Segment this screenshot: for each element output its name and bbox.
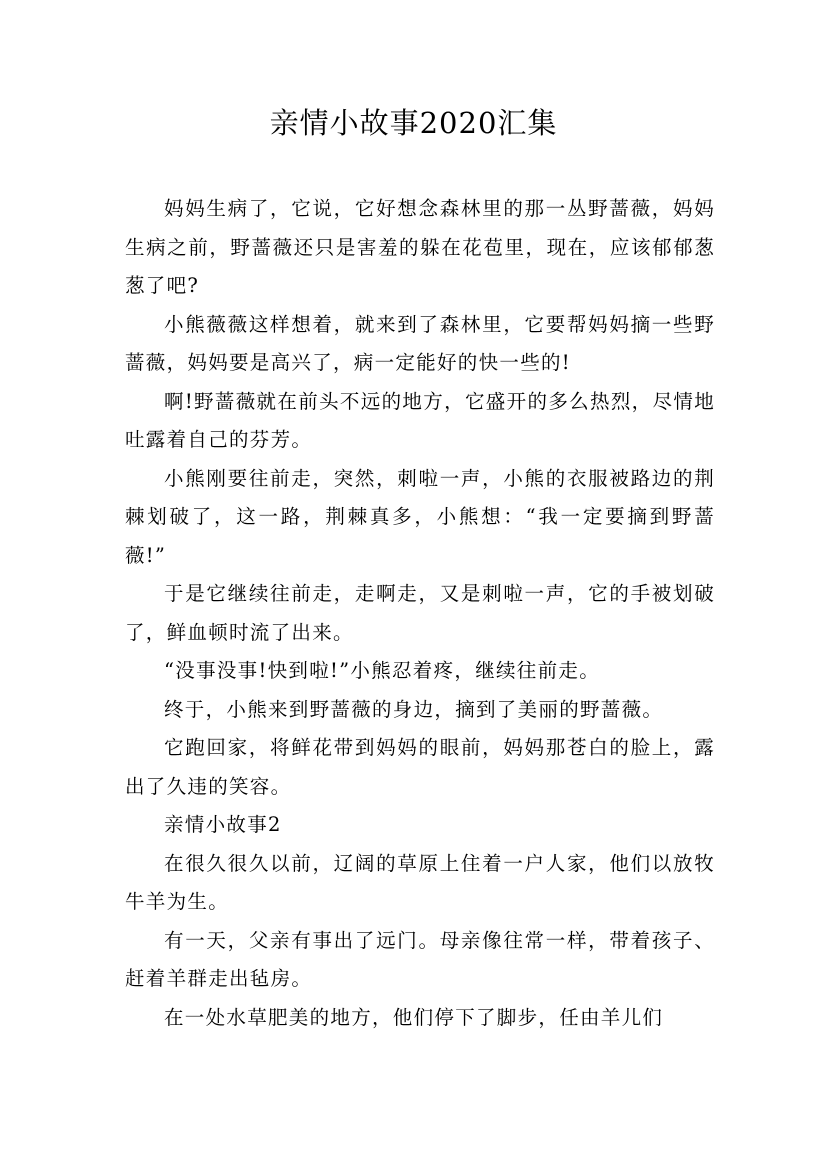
paragraph: “没事没事!快到啦!”小熊忍着疼，继续往前走。	[164, 659, 601, 682]
paragraph: 终于，小熊来到野蔷薇的身边，摘到了美丽的野蔷薇。	[164, 697, 664, 721]
paragraph: 妈妈生病了，它说，它好想念森林里的那一丛野蔷薇，妈妈生病之前，野蔷薇还只是害羞的躲在花苞里，现在，应该郁郁葱葱了吧?	[125, 197, 715, 297]
section-heading: 亲情小故事2	[164, 813, 282, 836]
paragraph: 在一处水草肥美的地方，他们停下了脚步，任由羊儿们	[164, 1005, 664, 1029]
paragraph: 小熊刚要往前走，突然，刺啦一声，小熊的衣服被路边的荆棘划破了，这一路，荆棘真多，小熊想：“我一定要摘到野蔷薇!”	[125, 466, 715, 567]
document-title: 亲情小故事2020汇集	[269, 106, 558, 140]
paragraph: 有一天，父亲有事出了远门。母亲像往常一样，带着孩子、赶着羊群走出毡房。	[125, 928, 715, 990]
paragraph: 在很久很久以前，辽阔的草原上住着一户人家，他们以放牧牛羊为生。	[125, 851, 715, 913]
paragraph: 于是它继续往前走，走啊走，又是刺啦一声，它的手被划破了，鲜血顿时流了出来。	[125, 582, 715, 644]
paragraph: 它跑回家，将鲜花带到妈妈的眼前，妈妈那苍白的脸上，露出了久违的笑容。	[125, 736, 715, 798]
document-body	[125, 190, 715, 1037]
paragraph: 啊!野蔷薇就在前头不远的地方，它盛开的多么热烈，尽情地吐露着自己的芬芳。	[125, 389, 715, 451]
paragraph: 小熊薇薇这样想着，就来到了森林里，它要帮妈妈摘一些野蔷薇，妈妈要是高兴了，病一定能好的快一些的!	[125, 312, 715, 374]
